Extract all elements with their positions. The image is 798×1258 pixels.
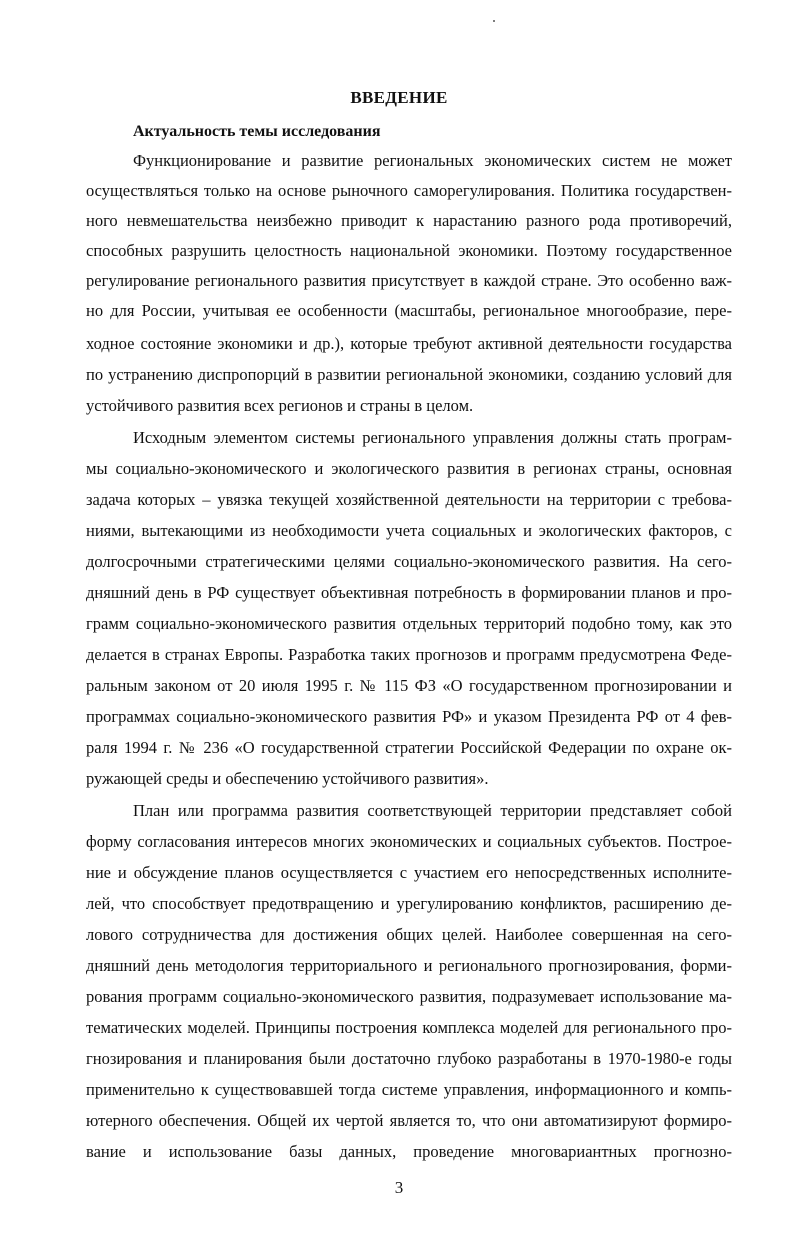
text-line: тематических моделей. Принципы построения комплекса моделей для регионального про- (86, 1018, 732, 1037)
text-line: осуществляться только на основе рыночного саморегулирования. Политика государствен- (86, 181, 732, 200)
page-title: ВВЕДЕНИЕ (350, 88, 448, 107)
text-line: ходное состояние экономики и др.), которые требуют активной деятельности государства (86, 334, 732, 353)
text-line: задача которых – увязка текущей хозяйственной деятельности на территории с требова- (86, 490, 732, 509)
text-line: регулирование регионального развития присутствует в каждой стране. Это особенно важ- (86, 271, 732, 290)
text-line: по устранению диспропорций в развитии региональной экономики, созданию условий для (86, 365, 732, 384)
text-line: ютерного обеспечения. Общей их чертой является то, что они автоматизируют формиро- (86, 1111, 732, 1130)
text-line: вание и использование базы данных, проведение многовариантных прогнозно- (86, 1142, 732, 1161)
section-subtitle: Актуальность темы исследования (133, 123, 381, 140)
text-line: мы социально-экономического и экологического развития в регионах страны, основная (86, 459, 732, 478)
text-line: раля 1994 г. № 236 «О государственной стратегии Российской Федерации по охране ок- (86, 738, 732, 757)
text-line: лового сотрудничества для достижения общих целей. Наиболее совершенная на сего- (86, 925, 732, 944)
text-line: но для России, учитывая ее особенности (масштабы, региональное многообразие, пере- (86, 301, 732, 320)
text-line: форму согласования интересов многих экономических и социальных субъектов. Построе- (86, 832, 732, 851)
text-line: применительно к существовавшей тогда системе управления, информационного и компь- (86, 1080, 732, 1099)
text-line: дняшний день методология территориального и регионального прогнозирования, форми- (86, 956, 732, 975)
text-line: ние и обсуждение планов осуществляется с участием его непосредственных исполните- (86, 863, 732, 882)
text-line: дняшний день в РФ существует объективная потребность в формировании планов и про- (86, 583, 732, 602)
text-line: грамм социально-экономического развития отдельных территорий подобно тому, как это (86, 614, 732, 633)
scan-artifact-dot (493, 20, 495, 22)
text-line: долгосрочными стратегическими целями социально-экономического развития. На сего- (86, 552, 732, 571)
text-line: устойчивого развития всех регионов и страны в целом. (86, 396, 474, 415)
text-line: ральным законом от 20 июля 1995 г. № 115 ФЗ «О государственном прогнозировании и (86, 676, 732, 695)
text-line: Функционирование и развитие региональных экономических систем не может (133, 151, 732, 170)
text-line: способных разрушить целостность национальной экономики. Поэтому государственное (86, 241, 732, 260)
text-line: лей, что способствует предотвращению и урегулированию конфликтов, расширению де- (86, 894, 732, 913)
text-line: ружающей среды и обеспечению устойчивого развития». (86, 769, 489, 788)
text-line: Исходным элементом системы регионального управления должны стать програм- (133, 428, 732, 447)
text-line: гнозирования и планирования были достаточно глубоко разработаны в 1970-1980-е годы (86, 1049, 732, 1068)
text-line: делается в странах Европы. Разработка таких прогнозов и программ предусмотрена Феде- (86, 645, 732, 664)
text-line: программах социально-экономического развития РФ» и указом Президента РФ от 4 фев- (86, 707, 732, 726)
page-number: 3 (394, 1178, 404, 1197)
text-line: ного невмешательства неизбежно приводит к нарастанию разного рода противоречий, (86, 211, 732, 230)
text-line: ниями, вытекающими из необходимости учета социальных и экологических факторов, с (86, 521, 732, 540)
text-line: рования программ социально-экономического развития, подразумевает использование ма- (86, 987, 732, 1006)
text-line: План или программа развития соответствующей территории представляет собой (133, 801, 732, 820)
